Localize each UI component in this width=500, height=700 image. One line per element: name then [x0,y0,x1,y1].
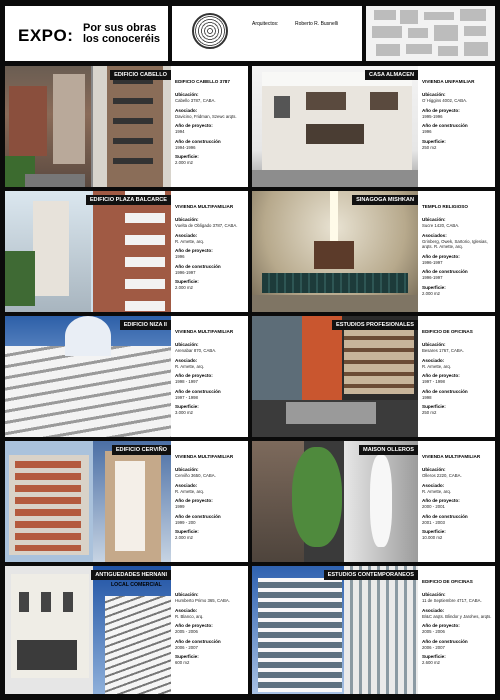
field-value: 1998 - 1997 [175,379,198,384]
project-name: ESTUDIOS PROFESIONALES [332,320,418,330]
field-value: Cabello 3787, CABA. [175,98,216,103]
field-value: 2.000 m2 [175,285,193,290]
field-value: 1997 - 1998 [175,394,198,400]
field-value: 1996-1997 [175,269,196,275]
project-photos [5,441,171,562]
project-card [252,66,495,187]
field-value: 2.000 m2 [175,535,193,540]
field-value: 1996-1997 [422,259,443,265]
project-type: LOCAL COMERCIAL [111,582,162,588]
project-photos [252,66,418,187]
project-name: ESTUDIOS CONTEMPORANEOS [324,570,418,580]
field-label: Asociado: [422,357,445,363]
project-fields [175,217,246,295]
project-name: CASA ALMACEN [365,70,418,80]
project-type: VIVIENDA MULTIFAMILIAR [175,454,234,459]
field-value: 1998 [422,394,432,400]
field-value: 2.000 m2 [422,290,440,296]
project-photos [5,316,171,437]
field-label: Año de proyecto: [422,498,460,503]
field-value: R. Arnette, arq. [175,363,204,369]
project-photos [252,441,418,562]
field-value: R. Blanco, arq. [175,613,204,619]
field-value: 1996 [422,129,432,134]
project-type: VIVIENDA MULTIFAMILIAR [175,329,234,334]
field-value: 1994-1996 [175,144,196,150]
project-name: SINAGOGA MISHKAN [352,195,418,205]
project-name: EDIFICIO NIZA II [120,320,171,330]
field-label: Superficie: [175,404,199,409]
field-value: 10.000 m2 [422,535,443,540]
field-label: Asociado: [422,482,445,488]
field-value: Arenabar 870, CABA. [175,348,217,353]
title-block [5,6,168,61]
field-label: Ubicación: [422,217,446,222]
architects-label: Arquitectos: [252,21,279,27]
project-fields [422,592,493,670]
field-label: Ubicación: [422,92,446,97]
field-label: Asociado: [175,232,198,238]
field-value: 2.600 m2 [422,660,440,665]
field-value: 1999 - 200 [175,519,196,525]
project-fields [175,592,246,670]
field-value: 250 m2 [422,144,437,150]
city-map-image [366,6,495,61]
project-fields [422,342,493,420]
field-label: Año de proyecto: [422,107,460,113]
tagline: Por sus obras los conoceréis [83,22,161,45]
field-label: Ubicación: [175,467,199,472]
field-value: 2005 - 2006 [422,629,445,634]
field-label: Año de proyecto: [422,253,460,259]
field-label: Superficie: [422,529,446,534]
field-value: 1995-1996 [422,113,443,119]
field-value: 2006 - 2007 [422,644,445,650]
field-label: Superficie: [175,154,199,159]
field-label: Asociado: [422,607,445,613]
project-card [252,191,495,312]
field-label: Superficie: [422,138,446,144]
field-label: Año de construcción [175,138,221,144]
field-label: Ubicación: [175,592,199,597]
field-label: Año de proyecto: [175,498,213,503]
project-info [123,316,248,437]
project-info [356,191,495,312]
project-type: EDIFICIO DE OFICINAS [422,329,473,334]
field-value: Olleros 2220, CABA. [422,473,462,478]
field-label: Año de construcción [422,388,468,394]
field-label: Superficie: [422,284,446,290]
field-label: Superficie: [175,279,199,284]
field-value: 1997 - 1998 [422,379,445,384]
project-card [5,191,248,312]
field-label: Superficie: [422,654,446,659]
project-photos [252,191,418,312]
field-label: Superficie: [175,529,199,534]
field-label: Año de construcción [175,513,221,519]
project-fields [422,217,493,300]
field-value: B/&C arqts. Blindor y Jarohes, arqts. [422,613,492,619]
project-photos [252,316,418,437]
field-value: Besares 1767, CABA. [422,348,464,353]
field-label: Año de construcción [422,269,468,274]
project-card [5,441,248,562]
field-label: Año de construcción [175,388,221,394]
field-value: 2001 - 2003 [422,519,445,525]
project-info [95,566,248,694]
field-value: 3.000 m2 [175,410,193,415]
field-label: Año de construcción [175,263,221,269]
expo-title: EXPO: [18,26,74,45]
field-label: Año de construcción [422,638,468,644]
project-card [5,566,248,694]
field-label: Ubicación: [175,217,199,222]
field-label: Año de construcción [422,513,468,519]
field-label: Ubicación: [175,342,199,347]
project-type: TEMPLO RELIGIOSO [422,204,468,209]
field-label: Asociado: [175,607,198,613]
field-value: R. Arnette, arq. [175,488,204,494]
field-label: Año de proyecto: [175,373,213,378]
project-name: MAISON OLLEROS [359,445,418,455]
project-info [115,441,248,562]
field-label: Año de construcción [175,638,221,644]
field-value: Sucre 1420, CABA. [422,223,460,228]
field-label: Asociado: [175,107,198,113]
project-fields [422,92,493,154]
project-type: VIVIENDA MULTIFAMILIAR [422,454,481,459]
project-type: VIVIENDA MULTIFAMILIAR [175,204,234,209]
project-photos [5,66,171,187]
project-fields [175,342,246,420]
field-label: Asociados: [422,232,447,238]
field-label: Asociado: [175,357,198,363]
field-value: 1999 [175,504,185,509]
project-info [114,66,248,187]
project-name: EDIFICIO PLAZA BALCARCE [86,195,171,205]
field-value: 11 de Septiembre 4717, CABA. [422,598,482,603]
project-info [89,191,248,312]
field-label: Ubicación: [422,592,446,597]
field-label: Año de proyecto: [422,373,460,378]
field-label: Superficie: [422,404,446,409]
field-value: 2.000 m2 [175,160,193,165]
project-info [369,66,495,187]
field-value: 2006 - 2007 [175,644,198,650]
project-card [252,566,495,694]
field-label: Año de proyecto: [175,123,213,128]
field-value: 600 m2 [175,660,190,665]
field-value: O´Higgins 4002, CABA. [422,98,468,103]
seal-logo [192,13,228,49]
field-label: Año de construcción [422,123,468,128]
field-value: Humberto Primo 365, CABA. [175,598,230,603]
poster-header [5,6,495,61]
field-label: Año de proyecto: [422,623,460,628]
project-name: EDIFICIO CERVIÑO [112,445,171,455]
field-value: Cerviño 3650, CABA. [175,473,216,478]
field-value: 1996-1997 [422,275,443,280]
project-card [252,316,495,437]
project-name: EDIFICIO CABELLO [110,70,171,80]
project-type: EDIFICIO CABELLO 3787 [175,79,230,84]
project-fields [422,467,493,545]
field-label: Asociado: [175,482,198,488]
architects-value: Roberto R. Busnelli [295,21,339,27]
field-value: 250 m2 [422,410,437,415]
field-value: R. Arnette, arq. [422,363,451,369]
field-value: Vuelta de Obligado 3787, CABA. [175,223,238,228]
project-photos [252,566,418,694]
architects-block [172,6,362,61]
field-value: R. Arnette, arq. [422,488,451,494]
project-fields [175,467,246,545]
field-value: 2000 - 2001 [422,504,445,509]
field-label: Año de proyecto: [175,248,213,253]
field-value: 2005 - 2006 [175,629,198,634]
field-value: R. Arnette, arq. [175,238,204,244]
project-info [335,316,495,437]
project-type: VIVIENDA UNIFAMILIAR [422,79,475,84]
project-info [327,566,495,694]
project-card [252,441,495,562]
field-label: Superficie: [175,654,199,659]
project-fields [175,92,246,170]
field-label: Ubicación: [175,92,199,97]
field-label: Ubicación: [422,467,446,472]
project-card [5,316,248,437]
field-label: Año de proyecto: [175,623,213,628]
field-value: 1996 [175,254,185,259]
project-card [5,66,248,187]
project-type: EDIFICIO DE OFICINAS [422,579,473,584]
project-name: ANTIGUEDADES HERNANI [91,570,171,580]
project-info [363,441,495,562]
field-value: Grinberg, Owek, Sartorio, Iglesias, arqts. R. Arnette, arq. [422,238,488,249]
field-label: Ubicación: [422,342,446,347]
field-value: Davicino, Fridman, Szewc arqts. [175,113,237,119]
project-photos [5,191,171,312]
field-value: 1994 [175,129,185,134]
